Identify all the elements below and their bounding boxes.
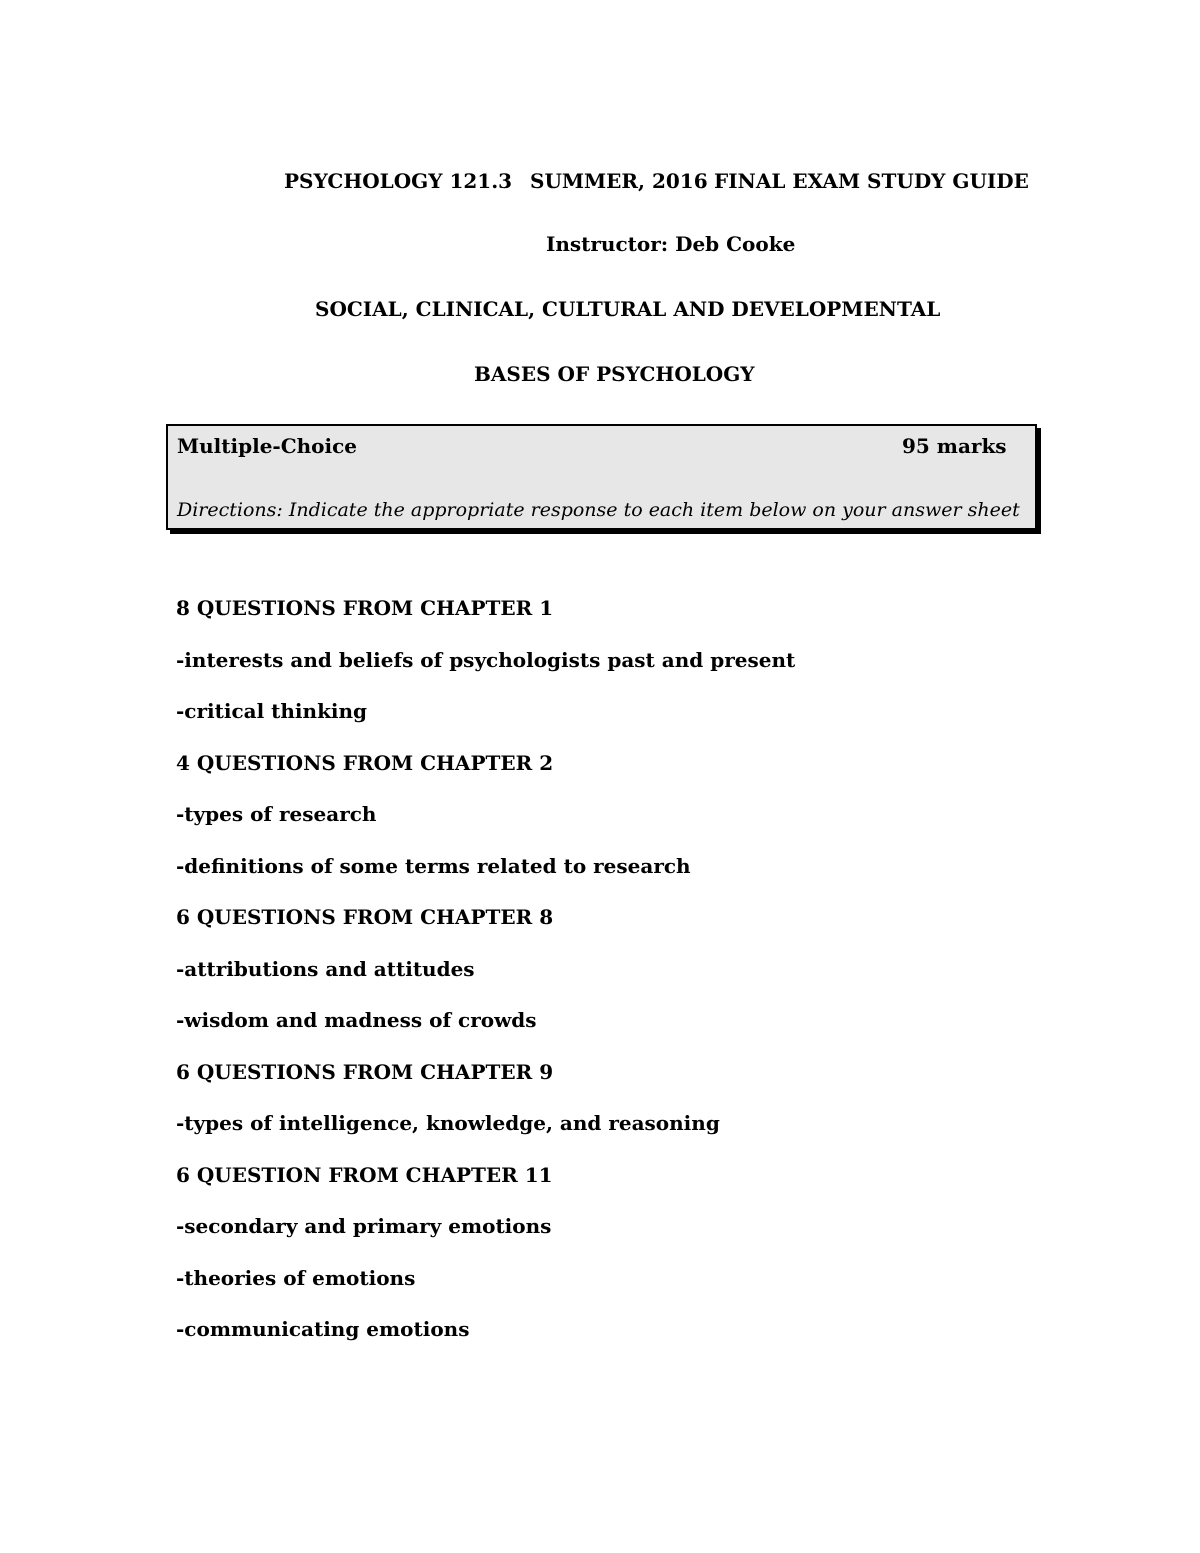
term: SUMMER, 2016: [530, 169, 708, 193]
list-item: 6 QUESTIONS FROM CHAPTER 9: [176, 1059, 554, 1084]
list-item: -interests and beliefs of psychologists past and present: [176, 647, 796, 672]
list-item: -definitions of some terms related to research: [176, 853, 691, 878]
list-item: -types of research: [176, 802, 377, 826]
section-title: Multiple-Choice: [177, 434, 358, 458]
list-item: 6 QUESTIONS FROM CHAPTER 8: [176, 905, 554, 929]
multiple-choice-box: [166, 424, 1037, 530]
list-item: -secondary and primary emotions: [176, 1214, 552, 1238]
section-directions: Directions: Indicate the appropriate response to each item below on your answer sheet: [177, 499, 1020, 521]
list-item: 6 QUESTION FROM CHAPTER 11: [176, 1162, 553, 1187]
list-item: -critical thinking: [176, 699, 368, 723]
course-title: PSYCHOLOGY 121.3: [284, 169, 513, 193]
list-item: -types of intelligence, knowledge, and reasoning: [176, 1111, 720, 1135]
list-item: 4 QUESTIONS FROM CHAPTER 2: [176, 750, 554, 775]
list-item: -theories of emotions: [176, 1265, 416, 1290]
instructor: Instructor: Deb Cooke: [546, 232, 796, 256]
list-item: -wisdom and madness of crowds: [176, 1008, 537, 1032]
subtitle-line-2: BASES OF PSYCHOLOGY: [474, 362, 755, 386]
list-item: 8 QUESTIONS FROM CHAPTER 1: [176, 596, 554, 620]
document-type: FINAL EXAM STUDY GUIDE: [714, 169, 1029, 193]
list-item: -communicating emotions: [176, 1317, 470, 1341]
section-marks: 95 marks: [902, 434, 1007, 458]
list-item: -attributions and attitudes: [176, 956, 475, 981]
topic-list: [176, 598, 795, 1371]
subtitle-line-1: SOCIAL, CLINICAL, CULTURAL AND DEVELOPMENTAL: [315, 297, 941, 321]
